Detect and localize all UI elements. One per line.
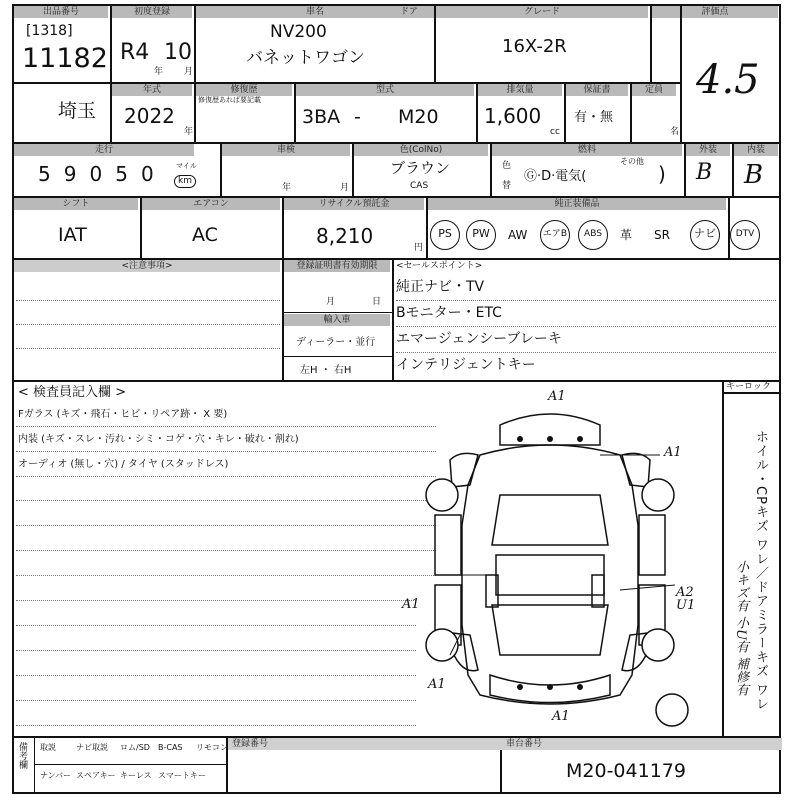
- hdr-displacement: 排気量: [478, 84, 562, 96]
- capacity-unit: 名: [670, 127, 680, 137]
- hdr-sales: <セールスポイント>: [396, 261, 483, 271]
- option-7: SR: [654, 228, 670, 242]
- checklist-top-1: 取説: [40, 743, 56, 752]
- chassis-number: M20-041179: [566, 760, 686, 782]
- interior-grade: B: [744, 160, 764, 190]
- model-prefix: 3BA: [302, 106, 341, 128]
- hdr-model-name: 車名: [196, 6, 434, 18]
- fuel-options: Ⓖ·D·電気(: [524, 169, 587, 184]
- fuel-close: ): [658, 162, 666, 186]
- hdr-year: 年式: [112, 84, 192, 96]
- reg-valid-month: 月: [326, 297, 336, 307]
- lot-number: 11182: [22, 43, 108, 74]
- color-label-1: 色: [502, 161, 512, 171]
- repair-note: 修復歴あれば要記載: [198, 96, 261, 104]
- hdr-capacity: 定員: [632, 84, 676, 96]
- hdr-warranty: 保証書: [566, 84, 628, 96]
- mileage-unit-mile: マイル: [176, 162, 197, 170]
- hdr-grade: グレード: [436, 6, 648, 18]
- damage-mark-5: A2 U1: [676, 585, 696, 613]
- exterior-grade: B: [696, 160, 713, 185]
- fuel-other: その他: [620, 157, 644, 166]
- hdr-aircon: エアコン: [142, 198, 280, 210]
- warranty-value: 有・無: [574, 110, 614, 125]
- sales-point-2: Bモニター・ETC: [396, 305, 502, 321]
- hdr-first-reg: 初度登録: [112, 6, 192, 18]
- inspection-month-unit: 月: [340, 183, 350, 193]
- option-1: PS: [430, 220, 460, 250]
- hdr-import: 輸入車: [284, 314, 390, 326]
- option-2: PW: [466, 220, 496, 250]
- year-unit: 年: [184, 127, 194, 137]
- checklist-bottom-3: キーレス: [120, 771, 152, 780]
- hdr-inspection: 車検: [222, 144, 350, 156]
- checklist-bottom-2: スペアキー: [76, 771, 116, 780]
- recycle-unit: 円: [414, 243, 424, 253]
- hdr-keylock: キーロック: [726, 382, 771, 392]
- first-reg-month: 10: [164, 40, 192, 65]
- aircon-value: AC: [192, 224, 218, 246]
- side-note-2: 小キズ有 小U有 補修有: [733, 560, 748, 697]
- option-4: エアB: [540, 220, 570, 250]
- score-value: 4.5: [696, 57, 760, 103]
- hdr-lot: 出品番号: [14, 6, 108, 18]
- model-code: M20: [398, 106, 439, 128]
- color-code: CAS: [410, 181, 429, 191]
- hdr-color: 色(ColNo): [354, 144, 488, 156]
- handle-side: 左H ・ 右H: [300, 365, 352, 376]
- shift-value: IAT: [58, 224, 87, 246]
- damage-mark-1: A1: [548, 389, 566, 404]
- vehicle-name: NV200: [270, 22, 327, 42]
- displacement-unit: cc: [550, 127, 560, 137]
- first-reg-year-unit: 年: [154, 67, 164, 77]
- color-name: ブラウン: [390, 159, 451, 177]
- inspection-year-unit: 年: [282, 183, 292, 193]
- hdr-door: ドア: [384, 6, 434, 18]
- hdr-interior: 内装: [734, 144, 778, 156]
- mileage-unit-km: km: [174, 175, 196, 188]
- reg-valid-day: 日: [372, 297, 382, 307]
- hdr-repair: 修復歴: [196, 84, 292, 96]
- hdr-inspector: < 検査員記入欄 >: [18, 385, 127, 400]
- inspector-line-3: オーディオ (無し・穴) / タイヤ (スタッドレス): [18, 459, 229, 470]
- sales-point-1: 純正ナビ・TV: [396, 279, 485, 295]
- hdr-recycle: リサイクル預託金: [284, 198, 424, 210]
- hdr-score: 評価点: [652, 6, 778, 18]
- vehicle-body: バネットワゴン: [246, 48, 365, 68]
- inspector-line-2: 内装 (キズ・スレ・汚れ・シミ・コゲ・穴・キレ・破れ・割れ): [18, 434, 299, 445]
- hdr-options: 純正装備品: [428, 198, 726, 210]
- option-3: AW: [508, 228, 528, 242]
- first-reg-era: R4: [120, 40, 150, 65]
- damage-mark-3: A1: [402, 597, 420, 612]
- recycle-value: 8,210: [316, 224, 374, 248]
- option-9: DTV: [730, 220, 760, 250]
- checklist-bottom-1: ナンバー: [40, 771, 72, 780]
- mileage-digits: 59050: [38, 162, 167, 186]
- hdr-chassis: 車台番号: [502, 738, 782, 750]
- damage-mark-4: A1: [428, 677, 446, 692]
- checklist-top-3: ロム/SD: [120, 743, 150, 752]
- option-8: ナビ: [690, 220, 720, 250]
- checklist-top-2: ナビ取説: [76, 743, 108, 752]
- hdr-reg-no: 登録番号: [228, 738, 502, 750]
- sales-point-4: インテリジェントキー: [396, 357, 536, 373]
- year-value: 2022: [124, 104, 175, 128]
- hdr-shift: シフト: [14, 198, 138, 210]
- damage-mark-2: A1: [664, 445, 682, 460]
- hdr-notes: <注意事項>: [14, 260, 280, 272]
- remarks-label: 備考欄: [17, 742, 27, 769]
- hdr-model-type: 型式: [296, 84, 474, 96]
- side-note-1: ホイル・CPキズ ワレ／ドアミラーキズ ワレ: [753, 430, 768, 712]
- import-dealer: ディーラー・並行: [296, 337, 376, 348]
- lot-code: [1318]: [26, 23, 73, 39]
- option-5: ABS: [578, 220, 608, 250]
- checklist-bottom-4: スマートキー: [158, 771, 206, 780]
- prefecture: 埼玉: [58, 100, 97, 122]
- displacement-value: 1,600: [484, 104, 542, 128]
- hdr-exterior: 外装: [686, 144, 730, 156]
- hdr-fuel: 燃料: [492, 144, 682, 156]
- hdr-reg-valid: 登録証明書有効期限: [284, 260, 390, 272]
- sales-point-3: エマージェンシーブレーキ: [396, 331, 562, 347]
- color-label-2: 替: [502, 181, 512, 191]
- hdr-mileage: 走行: [14, 144, 194, 156]
- checklist-top-5: リモコン: [196, 743, 228, 752]
- inspector-line-1: Fガラス (キズ・飛石・ヒビ・リペア跡・ X 要): [18, 409, 228, 420]
- damage-mark-6: A1: [552, 709, 570, 724]
- vehicle-grade: 16X-2R: [502, 36, 567, 57]
- option-6: 革: [620, 228, 633, 242]
- model-dash: -: [354, 106, 361, 128]
- first-reg-month-unit: 月: [184, 67, 194, 77]
- checklist-top-4: B-CAS: [158, 743, 183, 752]
